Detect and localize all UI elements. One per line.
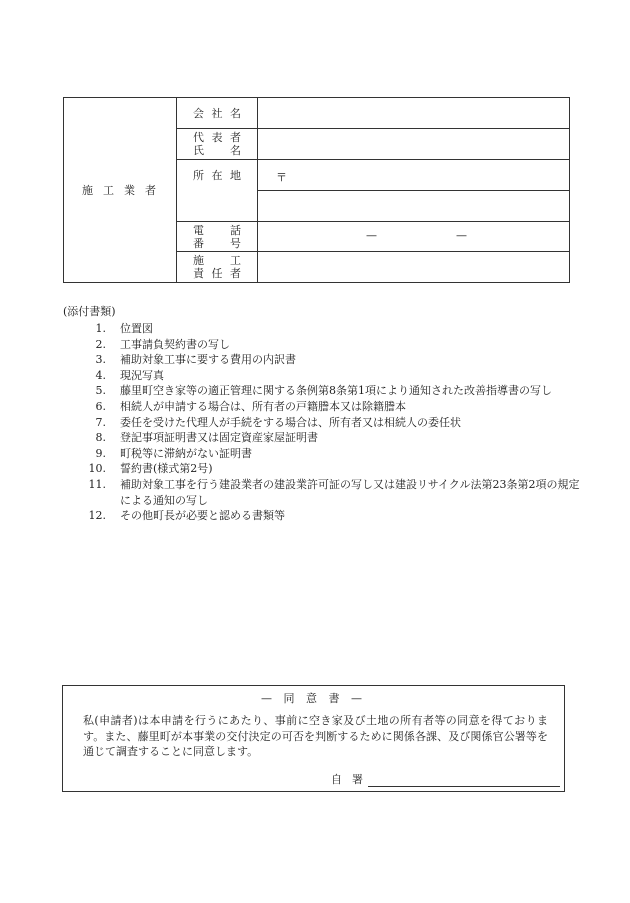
attachment-text: 現況写真 bbox=[120, 368, 164, 382]
attachment-text: 誓約書(様式第2号) bbox=[120, 462, 213, 476]
phone-dash-2: — bbox=[456, 229, 467, 242]
attachment-text: 相続人が申請する場合は、所有者の戸籍謄本又は除籍謄本 bbox=[120, 399, 406, 413]
address-postal-field[interactable] bbox=[258, 160, 570, 191]
attachment-text: 町税等に滞納がない証明書 bbox=[120, 446, 252, 460]
consent-box bbox=[62, 685, 565, 792]
address-field[interactable] bbox=[258, 191, 570, 222]
attachment-item bbox=[63, 477, 583, 508]
consent-title: — 同 意 書 — bbox=[261, 692, 366, 705]
phone-dash-1: — bbox=[366, 229, 377, 242]
attachment-number: 9. bbox=[95, 446, 106, 460]
attachment-item bbox=[63, 461, 583, 477]
postal-mark: 〒 bbox=[276, 171, 287, 184]
contractor-info-table bbox=[63, 97, 570, 283]
consent-body: 私(申請者)は本申請を行うにあたり、事前に空き家及び土地の所有者等の同意を得ております。また、藤里町が本事業の交付決定の可否を判断するために関係各課、及び関係官公署等を通じて調査することに同意します。 bbox=[83, 714, 548, 758]
attachment-number: 6. bbox=[95, 399, 106, 413]
company-name-field[interactable] bbox=[258, 98, 570, 129]
attachment-number: 3. bbox=[95, 353, 106, 367]
signature-label: 自署 bbox=[331, 773, 373, 786]
address-label: 所在地 bbox=[177, 160, 258, 222]
attachment-text: 補助対象工事に要する費用の内訳書 bbox=[120, 353, 296, 367]
signature-line[interactable] bbox=[368, 786, 560, 787]
representative-name-field[interactable] bbox=[258, 129, 570, 160]
phone-number-field[interactable] bbox=[258, 222, 570, 252]
attachment-number: 4. bbox=[95, 368, 106, 382]
attachment-item bbox=[63, 352, 583, 368]
attachment-item bbox=[63, 446, 583, 462]
attachment-item bbox=[63, 321, 583, 337]
attachments-list bbox=[63, 321, 583, 524]
attachment-item bbox=[63, 383, 583, 399]
attachment-number: 7. bbox=[95, 415, 106, 429]
attachment-text: 委任を受けた代理人が手続をする場合は、所有者又は相続人の委任状 bbox=[120, 415, 461, 429]
phone-number-label: 電話 番号 bbox=[177, 222, 258, 252]
attachment-number: 10. bbox=[88, 462, 106, 476]
attachments-title: (添付書類) bbox=[63, 305, 116, 318]
attachment-text: 藤里町空き家等の適正管理に関する条例第8条第1項により通知された改善指導書の写し bbox=[120, 384, 552, 398]
attachment-text: 補助対象工事を行う建設業者の建設業許可証の写し又は建設リサイクル法第23条第2項の規定による通知の写し bbox=[120, 477, 580, 507]
attachment-text: 位置図 bbox=[120, 322, 153, 335]
attachment-number: 8. bbox=[95, 431, 106, 445]
attachment-text: その他町長が必要と認める書類等 bbox=[120, 509, 285, 523]
attachment-item bbox=[63, 415, 583, 431]
representative-name-label: 代表者 氏名 bbox=[177, 129, 258, 160]
attachment-item bbox=[63, 399, 583, 415]
attachment-number: 12. bbox=[88, 509, 106, 523]
attachment-number: 1. bbox=[95, 322, 106, 335]
attachment-number: 11. bbox=[88, 477, 106, 491]
site-manager-label: 施工 責任者 bbox=[177, 252, 258, 283]
attachment-text: 工事請負契約書の写し bbox=[120, 337, 230, 351]
company-name-label: 会社名 bbox=[177, 98, 258, 129]
attachment-item bbox=[63, 337, 583, 353]
attachment-number: 2. bbox=[95, 337, 106, 351]
attachment-item bbox=[63, 368, 583, 384]
attachment-item bbox=[63, 430, 583, 446]
site-manager-field[interactable] bbox=[258, 252, 570, 283]
contractor-group-label: 施工業者 bbox=[64, 98, 177, 283]
attachment-item bbox=[63, 508, 583, 524]
attachment-number: 5. bbox=[95, 384, 106, 398]
attachment-text: 登記事項証明書又は固定資産家屋証明書 bbox=[120, 431, 318, 445]
